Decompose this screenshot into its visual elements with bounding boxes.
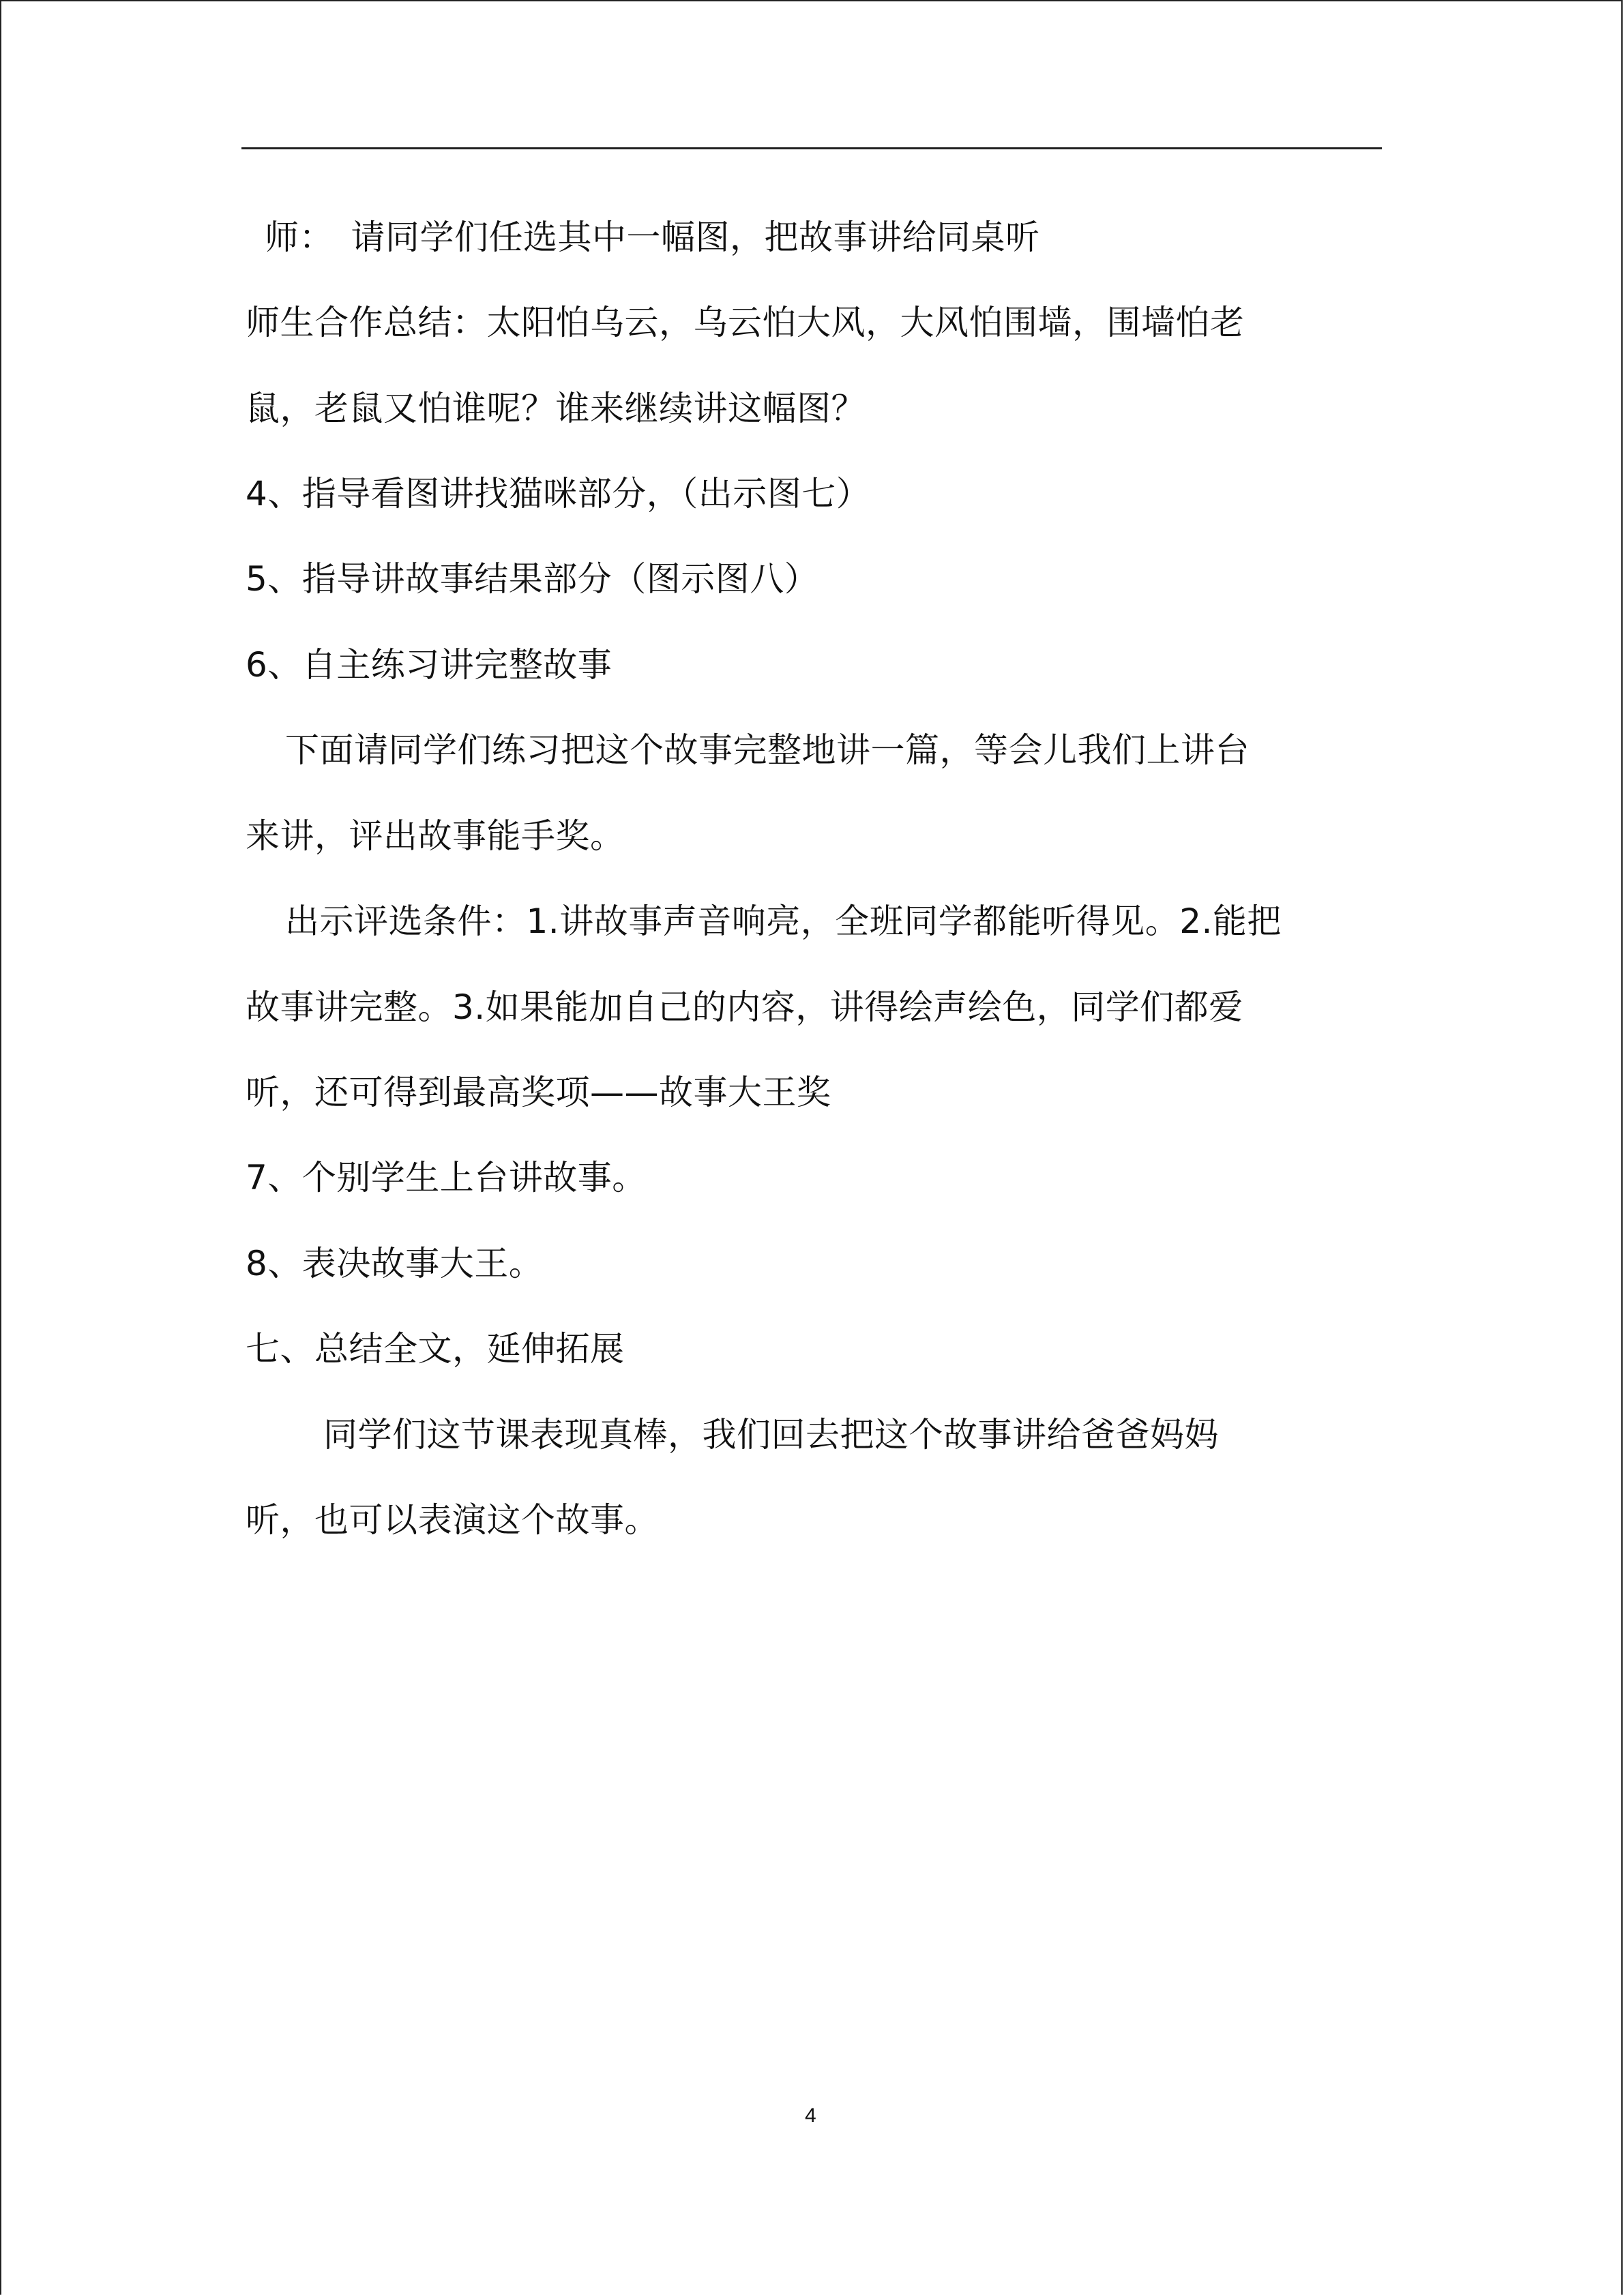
text-line-6: 6、自主练习讲完整故事 — [246, 645, 612, 685]
text-line-1: 师： 请同学们任选其中一幅图，把故事讲给同桌听 — [265, 218, 1040, 257]
text-line-14: 七、总结全文，延伸拓展 — [246, 1329, 625, 1369]
text-line-2: 师生合作总结：太阳怕乌云，乌云怕大风，大风怕围墙，围墙怕老 — [246, 303, 1245, 342]
text-line-16: 听，也可以表演这个故事。 — [246, 1500, 659, 1540]
text-line-8: 来讲，评出故事能手奖。 — [246, 816, 625, 856]
text-line-15: 同学们这节课表现真棒，我们回去把这个故事讲给爸爸妈妈 — [323, 1415, 1219, 1455]
text-line-10: 故事讲完整。3.如果能加自己的内容，讲得绘声绘色，同学们都爱 — [246, 987, 1243, 1027]
text-line-11: 听，还可得到最高奖项——故事大王奖 — [246, 1073, 831, 1112]
text-line-12: 7、个别学生上台讲故事。 — [246, 1158, 647, 1197]
text-line-9: 出示评选条件：1.讲故事声音响亮，全班同学都能听得见。2.能把 — [285, 901, 1282, 941]
page-number: 4 — [805, 2104, 816, 2127]
header-rule — [241, 147, 1382, 149]
text-line-3: 鼠，老鼠又怕谁呢？谁来继续讲这幅图？ — [246, 389, 866, 428]
text-line-13: 8、表决故事大王。 — [246, 1244, 544, 1283]
text-line-7: 下面请同学们练习把这个故事完整地讲一篇，等会儿我们上讲台 — [285, 730, 1250, 770]
text-line-4: 4、指导看图讲找猫咪部分，（出示图七） — [246, 474, 871, 513]
text-line-5: 5、指导讲故事结果部分（图示图八） — [246, 559, 819, 599]
